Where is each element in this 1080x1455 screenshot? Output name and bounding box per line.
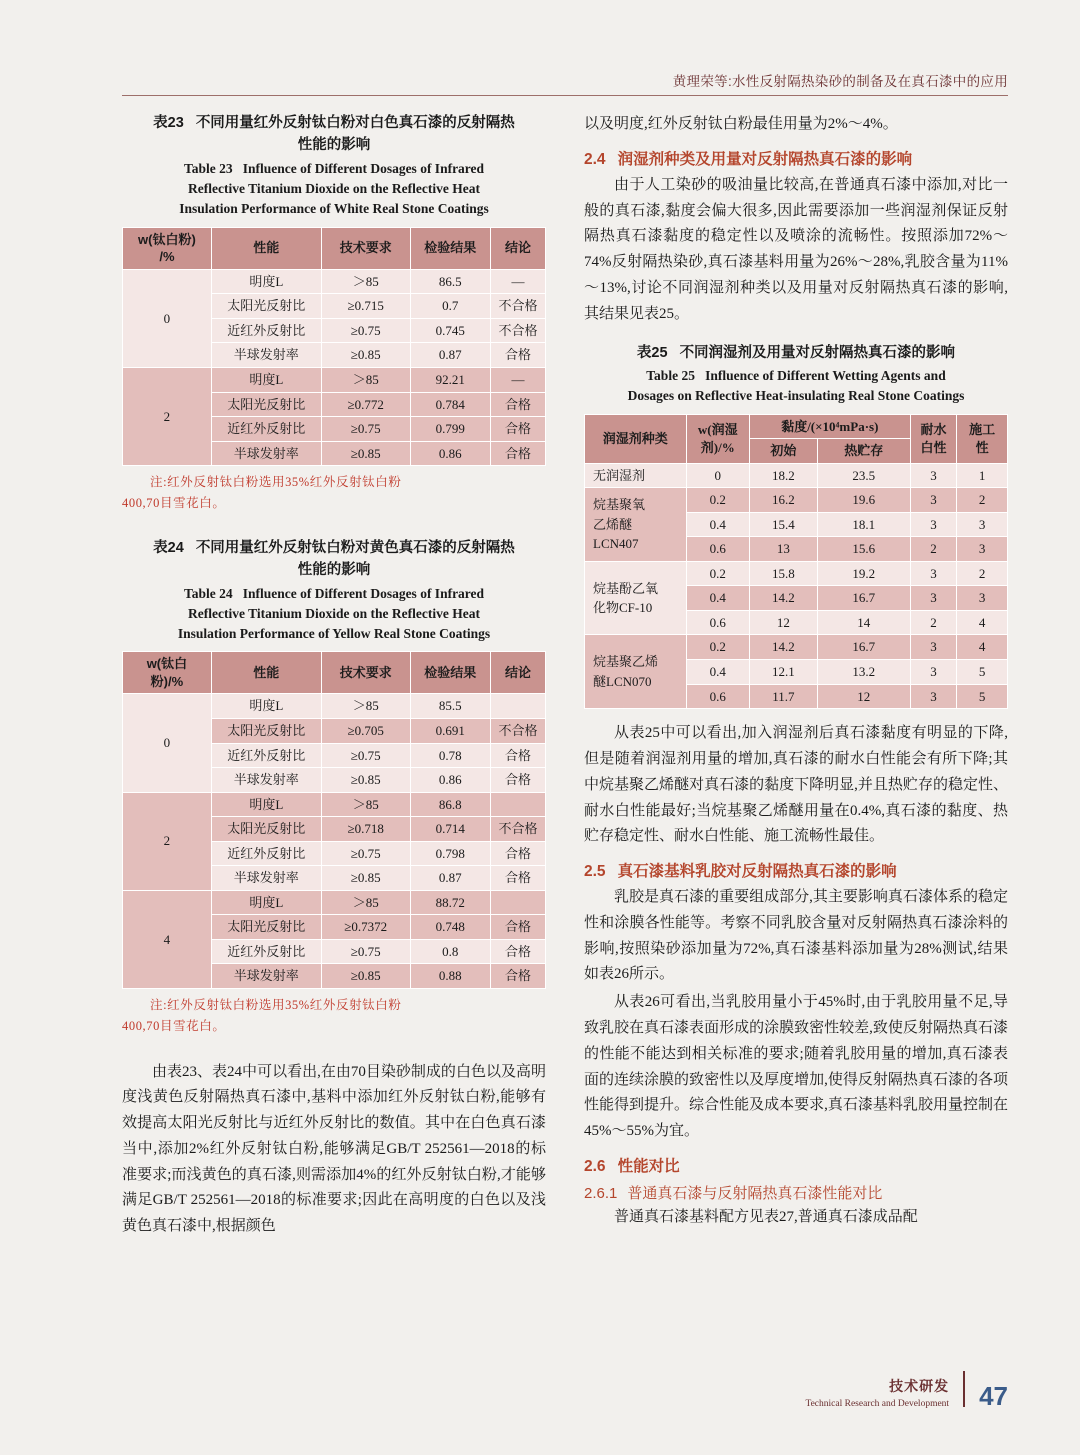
cell: 太阳光反射比 [211,915,321,940]
two-column-body [122,112,1008,1335]
cell [490,890,545,915]
footer-brand [805,1376,949,1409]
table23-col-requirement: 技术要求 [321,227,410,269]
cell: 合格 [490,441,545,466]
table25-group-cf10-l2: 化物CF-10 [593,600,653,616]
cell: 11.7 [749,684,817,709]
cell: 半球发射率 [211,441,321,466]
cell: 合格 [490,392,545,417]
cell: ≥0.85 [321,768,410,793]
cell [490,694,545,719]
table23-col-conclusion: 结论 [490,227,545,269]
table25-col-water-whitening-l2: 白性 [920,439,947,455]
right-paragraph-3: 乳胶是真石漆的重要组成部分,其主要影响真石漆体系的稳定性和涂膜各性能等。考察不同乳胶含量对反射隔热真石漆涂料的影响,按照染砂添加量为72%,真石漆基料添加量为28%测试,结果如表26所示。 [584,889,1008,983]
table-row [123,367,546,392]
cell: 0.86 [410,768,490,793]
table25-group-lcn070 [585,635,687,709]
table24-caption-cn: 不同用量红外反射钛白粉对黄色真石漆的反射隔热 [195,539,515,556]
cell: 0.2 [686,561,749,586]
cell: 3 [910,488,957,513]
cell: 合格 [490,743,545,768]
cell: 0.87 [410,866,490,891]
cell: 0.78 [410,743,490,768]
table-row [585,463,1008,488]
table25-group-lcn070-l2: 醚LCN070 [593,673,652,689]
cell: ≥0.85 [321,343,410,368]
table25-number-cn: 表25 [636,344,668,361]
cell: 不合格 [490,817,545,842]
table23-note-l1: 注:红外反射钛白粉选用35%红外反射钛白粉 [150,475,402,490]
cell: ≥0.772 [321,392,410,417]
cell: 不合格 [490,718,545,743]
table24-group-2: 2 [123,792,212,890]
table23-note-l2: 400,70目雪花白。 [122,496,226,511]
cell: 合格 [490,939,545,964]
cell: 不合格 [490,294,545,319]
table25-group-lcn407-l2: 乙烯醚 [593,516,633,532]
table25-title-cn [584,342,1008,364]
cell: 太阳光反射比 [211,392,321,417]
table25-col-workability-l1: 施工 [969,422,996,438]
cell: 0.4 [686,660,749,685]
cell: ≥0.75 [321,841,410,866]
cell: 0.4 [686,512,749,537]
table24-group-0: 0 [123,694,212,792]
cell: 明度L [211,269,321,294]
section-2-6-1-heading [584,1182,1008,1203]
table25-col-dosage-l1: w(润湿 [697,422,738,438]
table23-caption-cn-2: 性能的影响 [297,137,371,154]
cell: ≥0.7372 [321,915,410,940]
table23-col-property: 性能 [211,227,321,269]
cell: 5 [957,660,1008,685]
table-header-row [585,414,1008,439]
cell: 86.5 [410,269,490,294]
cell: 3 [910,684,957,709]
table25-group-cf10-l1: 烷基酚乙氧 [593,580,659,596]
table24-caption-en-2: Reflective Titanium Dioxide on the Reflective Heat [188,605,480,621]
cell: ≥0.75 [321,743,410,768]
table23-caption-en-1: Influence of Different Dosages of Infrared [242,160,485,176]
cell: ≥0.705 [321,718,410,743]
cell: 14.2 [749,635,817,660]
cell: 3 [910,660,957,685]
cell: ＞85 [321,367,410,392]
cell: 2 [957,561,1008,586]
right-paragraph-0: 以及明度,红外反射钛白粉最佳用量为2%～4%。 [584,116,898,132]
table23-caption-en-3: Insulation Performance of White Real Stone Coatings [179,201,489,217]
cell: ≥0.85 [321,964,410,989]
page-number: 47 [979,1381,1008,1411]
table25-col-water-whitening-l1: 耐水 [920,422,947,438]
cell: 3 [910,463,957,488]
cell: ≥0.715 [321,294,410,319]
table24-caption-en-1: Influence of Different Dosages of Infrared [242,585,485,601]
cell: 太阳光反射比 [211,718,321,743]
cell: 近红外反射比 [211,417,321,442]
table24-col-dosage-l2: 粉)/% [150,673,184,689]
cell: 86.8 [410,792,490,817]
cell: 92.21 [410,367,490,392]
cell: 2 [957,488,1008,513]
table25-group-lcn070-l1: 烷基聚乙烯 [593,654,659,670]
table23-group-0: 0 [123,269,212,367]
cell: 12 [749,610,817,635]
cell: 3 [957,586,1008,611]
cell: 19.2 [817,561,910,586]
cell: 2 [910,610,957,635]
table-row [585,488,1008,513]
table25-group-cf10 [585,561,687,635]
table25-caption-en-2: Dosages on Reflective Heat-insulating Real Stone Coatings [627,388,965,404]
cell: 0.6 [686,610,749,635]
table25-col-dosage-l2: 剂)/% [700,439,735,455]
cell: 2 [910,537,957,562]
cell: 3 [910,586,957,611]
table24-note-l2: 400,70目雪花白。 [122,1019,226,1034]
table24-col-dosage [123,652,212,694]
table24 [122,651,546,989]
cell: 0.799 [410,417,490,442]
cell: 半球发射率 [211,866,321,891]
table25-col-viscosity-initial: 初始 [749,439,817,464]
cell: 16.2 [749,488,817,513]
table23-caption-en-2: Reflective Titanium Dioxide on the Reflective Heat [188,181,480,197]
cell: 0.4 [686,586,749,611]
cell: 近红外反射比 [211,841,321,866]
table24-note [122,995,546,1038]
right-column [584,112,1008,1335]
section-2-5-title: 真石漆基料乳胶对反射隔热真石漆的影响 [617,863,897,881]
section-2-6-heading [584,1154,1008,1176]
table25-col-agent: 润湿剂种类 [585,414,687,463]
table24-caption-en-3: Insulation Performance of Yellow Real Stone Coatings [177,626,491,642]
cell: 16.7 [817,635,910,660]
footer-brand-cn: 技术研发 [889,1378,950,1394]
table-row [585,561,1008,586]
section-2-4-heading [584,147,1008,169]
cell: 不合格 [490,318,545,343]
cell: 12.1 [749,660,817,685]
cell: 14 [817,610,910,635]
cell: 合格 [490,866,545,891]
table25-col-dosage [686,414,749,463]
table25-group-lcn407 [585,488,687,562]
cell [490,792,545,817]
cell: ≥0.75 [321,417,410,442]
cell: 3 [957,512,1008,537]
cell: 13 [749,537,817,562]
cell: 88.72 [410,890,490,915]
cell: 0.6 [686,537,749,562]
cell: 半球发射率 [211,964,321,989]
cell: 近红外反射比 [211,939,321,964]
table24-col-result: 检验结果 [410,652,490,694]
page-footer [805,1371,1008,1409]
table25-caption-cn: 不同润湿剂及用量对反射隔热真石漆的影响 [679,344,956,361]
table25-col-water-whitening [910,414,957,463]
table23-number-en: Table 23 [183,160,233,176]
cell: 0.8 [410,939,490,964]
cell: ＞85 [321,694,410,719]
left-column [122,112,546,1335]
table23-col-dosage-l1: w(钛白粉) [138,231,196,247]
cell: 3 [910,635,957,660]
table23-note [122,472,546,515]
cell: 半球发射率 [211,768,321,793]
cell: 12 [817,684,910,709]
cell: 0.86 [410,441,490,466]
cell: 4 [957,635,1008,660]
cell: 15.4 [749,512,817,537]
table24-col-requirement: 技术要求 [321,652,410,694]
table25-title-en [584,366,1008,407]
cell: 明度L [211,694,321,719]
cell: 近红外反射比 [211,743,321,768]
cell: 0.784 [410,392,490,417]
cell: 合格 [490,915,545,940]
cell: 4 [957,610,1008,635]
cell: 3 [910,561,957,586]
section-2-6-1-title: 普通真石漆与反射隔热真石漆性能对比 [627,1185,883,1203]
table24-number-cn: 表24 [153,539,184,556]
cell: 0.714 [410,817,490,842]
cell: 近红外反射比 [211,318,321,343]
table23-title-en [122,159,546,220]
table25-col-viscosity: 黏度/(×10⁴mPa·s) [749,414,910,439]
cell: 0.7 [410,294,490,319]
cell: ＞85 [321,792,410,817]
cell: 0.2 [686,488,749,513]
cell: 合格 [490,841,545,866]
right-paragraph-5: 普通真石漆基料配方见表27,普通真石漆成品配 [614,1209,918,1226]
cell: 明度L [211,792,321,817]
table-header-row [123,227,546,269]
cell: 23.5 [817,463,910,488]
cell: 13.2 [817,660,910,685]
right-paragraph-4: 从表26可看出,当乳胶用量小于45%时,由于乳胶用量不足,导致乳胶在真石漆表面形成的涂膜致密性较差,致使反射隔热真石漆的性能不能达到相关标准的要求;随着乳胶用量的增加,真石漆表面的连续涂膜的致密性以及厚度增加,使得反射隔热真石漆的各项性能得到提升。综合性能及成本要求,真石漆基料乳胶用量控制在45%～55%为宜。 [584,994,1008,1140]
cell: 半球发射率 [211,343,321,368]
table25-caption-en-1: Influence of Different Wetting Agents and [705,368,946,384]
cell: ≥0.718 [321,817,410,842]
table-row [123,269,546,294]
cell: 18.2 [749,463,817,488]
table24-caption-cn-2: 性能的影响 [297,562,371,579]
table24-title-cn [122,537,546,582]
section-2-6-1-number: 2.6.1 [584,1185,618,1203]
left-paragraph-1: 由表23、表24中可以看出,在由70目染砂制成的白色以及高明度浅黄色反射隔热真石漆中,基料中添加红外反射钛白粉,能够有效提高太阳光反射比与近红外反射比的数值。其中在白色真石漆当中,添加2%红外反射钛白粉,能够满足GB/T 252561—2018的标准要求;而浅黄色的真石漆,则需添加4%的红外反射钛白粉,才能够满足GB/T 252561—2018的标准要求;因此在高明度的白色以及浅黄色真石漆中,根据颜色 [122,1063,546,1235]
table23-caption-cn: 不同用量红外反射钛白粉对白色真石漆的反射隔热 [195,115,515,131]
table24-block [122,537,546,1038]
table24-col-dosage-l1: w(钛白 [146,656,188,672]
footer-brand-en: Technical Research and Development [805,1399,950,1409]
table-row [123,792,546,817]
cell: 5 [957,684,1008,709]
cell: ≥0.75 [321,939,410,964]
cell: 合格 [490,964,545,989]
running-header: 黄理荣等:水性反射隔热染砂的制备及在真石漆中的应用 [672,74,1008,89]
section-2-4-title: 润湿剂种类及用量对反射隔热真石漆的影响 [617,150,913,168]
table25-group-lcn407-l3: LCN407 [593,536,639,552]
table23-block [122,112,546,515]
cell: 15.8 [749,561,817,586]
cell: — [490,269,545,294]
table25 [584,414,1008,710]
cell: 太阳光反射比 [211,294,321,319]
cell: 0.691 [410,718,490,743]
table25-block [584,342,1008,710]
table24-col-conclusion: 结论 [490,652,545,694]
cell: 合格 [490,768,545,793]
table25-group-lcn407-l1: 烷基聚氧 [593,497,646,513]
cell: ≥0.85 [321,441,410,466]
cell: 太阳光反射比 [211,817,321,842]
right-paragraph-2: 从表25中可以看出,加入润湿剂后真石漆黏度有明显的下降,但是随着润湿剂用量的增加,真石漆的耐水白性能会有所下降;其中烷基聚乙烯醚对真石漆的黏度下降明显,并且热贮存的稳定性、耐水白性能最好;当烷基聚乙烯醚用量在0.4%,真石漆的黏度、热贮存稳定性、耐水白性能、施工流畅性最佳。 [584,725,1008,845]
cell: 1 [957,463,1008,488]
cell: 0.748 [410,915,490,940]
cell: 合格 [490,417,545,442]
table23-col-dosage [123,227,212,269]
cell: 0.87 [410,343,490,368]
section-2-6-title: 性能对比 [617,1158,680,1176]
table23-col-dosage-l2: /% [159,249,175,265]
section-2-4-number: 2.4 [584,150,606,168]
section-2-5-number: 2.5 [584,863,606,881]
table23 [122,227,546,466]
table24-group-4: 4 [123,890,212,988]
cell: ≥0.75 [321,318,410,343]
cell: 0.798 [410,841,490,866]
cell: 3 [957,537,1008,562]
table24-title-en [122,584,546,645]
header-divider [122,95,1008,96]
section-2-6-number: 2.6 [584,1158,606,1176]
section-2-5-heading [584,859,1008,881]
cell: 19.6 [817,488,910,513]
cell: 15.6 [817,537,910,562]
cell: 14.2 [749,586,817,611]
cell: 0.2 [686,635,749,660]
cell: 0.88 [410,964,490,989]
table25-group-none: 无润湿剂 [585,463,687,488]
cell: 3 [910,512,957,537]
table24-number-en: Table 24 [183,585,233,601]
table-row [123,694,546,719]
footer-divider [963,1371,965,1407]
cell: 0.745 [410,318,490,343]
cell: ≥0.85 [321,866,410,891]
table23-number-cn: 表23 [153,115,184,131]
cell: 18.1 [817,512,910,537]
table23-title-cn [122,112,546,157]
table25-col-workability-l2: 性 [975,439,989,455]
cell: 16.7 [817,586,910,611]
table24-note-l1: 注:红外反射钛白粉选用35%红外反射钛白粉 [150,998,402,1012]
cell: ＞85 [321,890,410,915]
table23-col-result: 检验结果 [410,227,490,269]
cell: 明度L [211,890,321,915]
table25-col-workability [957,414,1008,463]
table-row [585,635,1008,660]
table24-col-property: 性能 [211,652,321,694]
cell: ＞85 [321,269,410,294]
table23-group-2: 2 [123,367,212,465]
cell: 明度L [211,367,321,392]
cell: 85.5 [410,694,490,719]
table-row [123,890,546,915]
table25-number-en: Table 25 [646,368,695,384]
cell: 0.6 [686,684,749,709]
right-paragraph-1: 由于人工染砂的吸油量比较高,在普通真石漆中添加,对比一般的真石漆,黏度会偏大很多,因此需要添加一些润湿剂保证反射隔热真石漆黏度的稳定性以及喷涂的流畅性。按照添加72%～74%反射隔热染砂,真石漆基料用量为26%～28%,乳胶含量为11%～13%,讨论不同润湿剂种类以及用量对反射隔热真石漆的影响,其结果见表25。 [584,176,1008,322]
cell: — [490,367,545,392]
table-header-row [123,652,546,694]
table25-col-viscosity-stored: 热贮存 [817,439,910,464]
cell: 合格 [490,343,545,368]
cell: 0 [686,463,749,488]
